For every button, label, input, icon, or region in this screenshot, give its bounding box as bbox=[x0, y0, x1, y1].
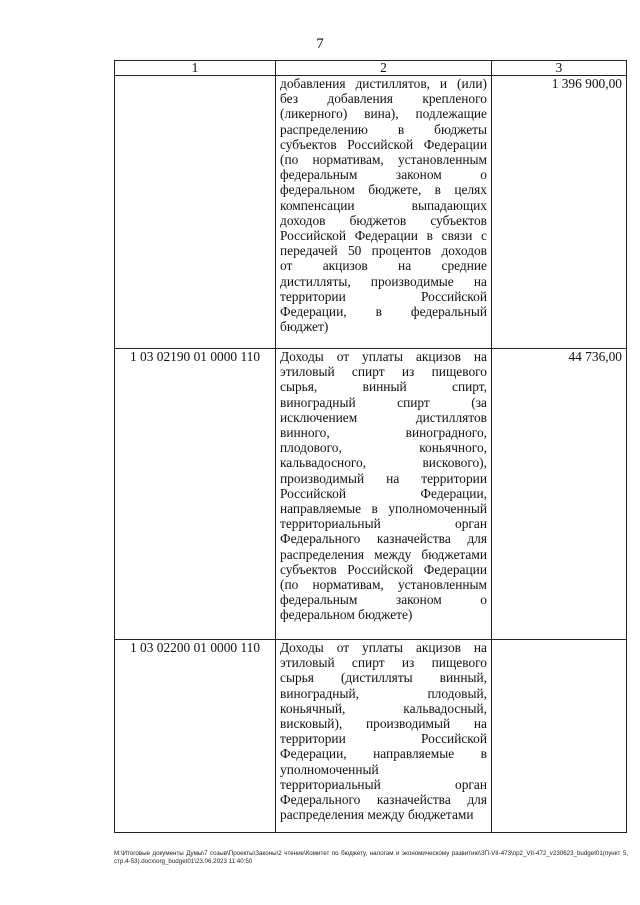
document-path-footer: M:\Итоговые документы Думы\7 созыв\Проекты\Законы\2 чтение\Комитет по бюджету, налогам и экономическому развитию\ЗП-VII-473\пр2_VII-472_v230623_budget01(пункт 5, стр.4-53).docx\org_budget01\23.06.2023 11:40:50 bbox=[114, 850, 628, 865]
description-line: передачей 50 процентов доходов bbox=[280, 243, 487, 259]
description-line: Федерального казначейства для bbox=[280, 531, 487, 547]
description-line: распределения между бюджетами bbox=[280, 807, 474, 823]
budget-table bbox=[114, 60, 627, 833]
description-line: (ликерного) вина), подлежащие bbox=[280, 106, 487, 122]
code-cell: 1 03 02190 01 0000 110 bbox=[115, 349, 276, 640]
description-line: субъектов Российской Федерации bbox=[280, 136, 487, 152]
description-line: Доходы от уплаты акцизов на bbox=[280, 349, 487, 364]
description-line: распределению в бюджеты bbox=[280, 121, 487, 137]
description-line: территориальный орган bbox=[280, 776, 487, 792]
description-line: федеральном бюджете) bbox=[280, 607, 413, 623]
description-line: распределения между бюджетами bbox=[280, 546, 487, 562]
description-line: Федерации, направляемые в bbox=[280, 746, 487, 762]
description-line: этиловый спирт из пищевого bbox=[280, 655, 487, 671]
description-line: виноградный, плодовый, bbox=[280, 685, 487, 701]
description-line: производимый на территории bbox=[280, 470, 487, 486]
description-line: дистилляты, производимые на bbox=[280, 273, 487, 289]
description-line: Российской Федерации, bbox=[280, 485, 487, 501]
description-line: компенсации выпадающих bbox=[280, 197, 487, 213]
description-line: сырья (дистилляты винный, bbox=[280, 670, 487, 686]
description-line: Федерации, в федеральный bbox=[280, 304, 487, 320]
description-line: федеральном бюджете, в целях bbox=[280, 182, 487, 198]
description-line: уполномоченный bbox=[280, 761, 379, 777]
amount-cell bbox=[492, 640, 627, 833]
description-line: добавления дистиллятов, и (или) bbox=[280, 76, 487, 91]
table-row bbox=[115, 640, 627, 833]
description-line: виноградный спирт (за bbox=[280, 394, 487, 410]
description-line: направляемые в уполномоченный bbox=[280, 501, 487, 517]
amount-cell: 1 396 900,00 bbox=[492, 76, 627, 349]
description-line: без добавления крепленого bbox=[280, 91, 487, 107]
description-line: Федерального казначейства для bbox=[280, 792, 487, 808]
description-line: федеральным законом о bbox=[280, 167, 487, 183]
description-line: кальвадосного, вискового), bbox=[280, 455, 487, 471]
description-line: висковый), производимый на bbox=[280, 716, 487, 732]
description-line: исключением дистиллятов bbox=[280, 409, 487, 425]
description-cell bbox=[276, 349, 492, 640]
description-line: сырья, винный спирт, bbox=[280, 379, 487, 395]
column-header-1: 1 bbox=[115, 61, 276, 76]
description-line: территории Российской bbox=[280, 288, 487, 304]
code-cell: 1 03 02200 01 0000 110 bbox=[115, 640, 276, 833]
table-row bbox=[115, 349, 627, 640]
description-line: этиловый спирт из пищевого bbox=[280, 364, 487, 380]
description-line: (по нормативам, установленным bbox=[280, 577, 487, 593]
table-header-row bbox=[115, 61, 627, 76]
description-line: (по нормативам, установленным bbox=[280, 152, 487, 168]
page-number: 7 bbox=[316, 36, 324, 52]
description-line: бюджет) bbox=[280, 319, 329, 335]
description-line: федеральным законом о bbox=[280, 592, 487, 608]
description-line: коньячный, кальвадосный, bbox=[280, 700, 487, 716]
amount-cell: 44 736,00 bbox=[492, 349, 627, 640]
description-line: Российской Федерации в связи с bbox=[280, 228, 487, 244]
description-cell bbox=[276, 76, 492, 349]
code-cell bbox=[115, 76, 276, 349]
description-line: территории Российской bbox=[280, 731, 487, 747]
table-row bbox=[115, 76, 627, 349]
description-line: винного, виноградного, bbox=[280, 425, 487, 441]
description-cell bbox=[276, 640, 492, 833]
column-header-2: 2 bbox=[276, 61, 492, 76]
description-line: субъектов Российской Федерации bbox=[280, 561, 487, 577]
description-line: территориальный орган bbox=[280, 516, 487, 532]
description-line: от акцизов на средние bbox=[280, 258, 487, 274]
description-line: доходов бюджетов субъектов bbox=[280, 212, 487, 228]
column-header-3: 3 bbox=[492, 61, 627, 76]
description-line: Доходы от уплаты акцизов на bbox=[280, 640, 487, 655]
description-line: плодового, коньячного, bbox=[280, 440, 487, 456]
